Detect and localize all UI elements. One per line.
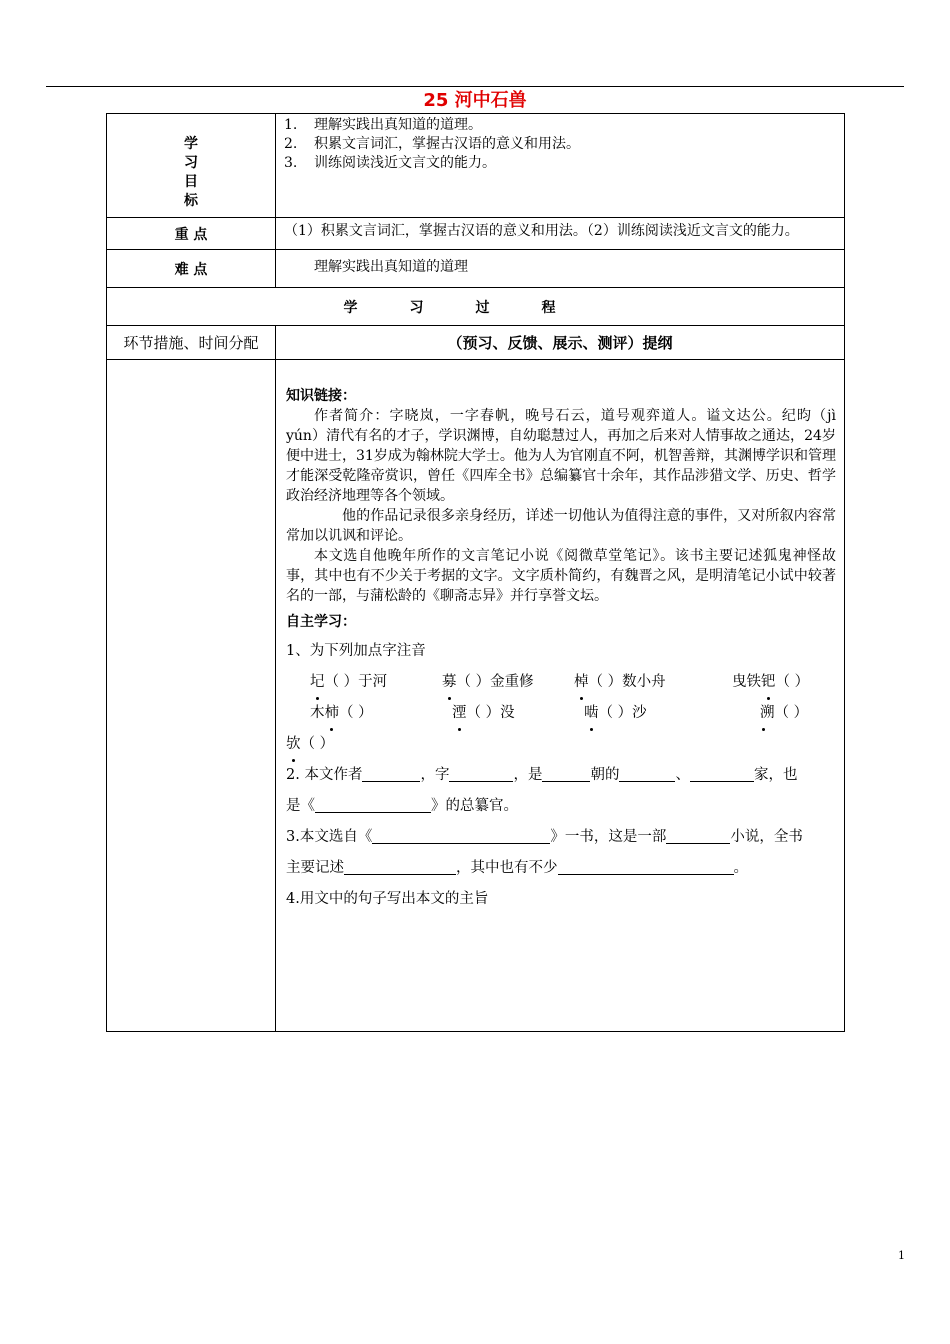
key-points-label: 重 点: [107, 218, 276, 250]
knowledge-heading: 知识链接：: [286, 388, 356, 404]
objective-item: 2. 积累文言词汇，掌握古汉语的意义和用法。: [284, 136, 580, 152]
steps-cell: [107, 360, 276, 1032]
answer-blank[interactable]: [362, 764, 420, 782]
outline-cell: [276, 360, 845, 1032]
objective-item: 1. 理解实践出真知道的道理。: [284, 117, 482, 133]
answer-blank[interactable]: [619, 764, 675, 782]
page-title: 25 河中石兽: [423, 90, 527, 111]
difficulties-label: 难 点: [107, 250, 276, 288]
objective-item: 3. 训练阅读浅近文言文的能力。: [284, 155, 496, 171]
answer-blank[interactable]: [558, 857, 734, 875]
answer-blank[interactable]: [449, 764, 513, 782]
column-header-outline: （预习、反馈、展示、测评）提纲: [276, 326, 845, 360]
pinyin-item: 啮（ ）沙: [584, 698, 647, 729]
question-2: 2. 本文作者 ，字 ，是 朝的 、 家，也 是《 》的总纂官。: [286, 760, 836, 822]
pinyin-item: 募（ ）金重修: [442, 667, 534, 698]
lesson-table: [106, 113, 845, 1032]
author-intro: 作者简介：字晓岚，一字春帆，晚号石云，道号观弈道人。谥文达公。纪昀（jì yún）清代有名的才子，学识渊博，自幼聪慧过人，再加之后来对人情事故之通达，24岁便中进士，31岁成为翰林院大学士。他为人为官刚直不阿，机智善辩，其渊博学识和管理才能深受乾隆帝赏识，曾任《四库全书》总编纂官十余年，其作品涉猎文学、历史、哲学政治经济地理等各个领域。: [286, 408, 836, 504]
pinyin-item: 曳铁钯（ ）: [732, 667, 809, 698]
pinyin-item: 溯（ ）: [760, 698, 808, 729]
pinyin-item: 欤（ ）: [286, 729, 334, 760]
key-points-text: （1）积累文言词汇，掌握古汉语的意义和用法。（2）训练阅读浅近文言文的能力。: [276, 218, 845, 250]
page-number: 1: [898, 1249, 905, 1262]
question-1: 1、为下列加点字注音: [286, 643, 426, 659]
pinyin-item: 木柿（ ）: [310, 698, 373, 729]
difficulties-text: 理解实践出真知道的道理: [276, 250, 845, 288]
pinyin-row-2: [286, 698, 836, 729]
author-works: 他的作品记录很多亲身经历，详述一切他认为值得注意的事件，又对所叙内容常常加以讥讽和评论。: [286, 508, 836, 544]
objectives-label: 学 习 目 标: [107, 114, 276, 218]
answer-blank[interactable]: [542, 764, 590, 782]
question-4: 4.用文中的句子写出本文的主旨: [286, 891, 489, 907]
answer-blank[interactable]: [315, 795, 431, 813]
pinyin-row-3: [286, 729, 836, 760]
header-rule: [46, 86, 904, 87]
source-intro: 本文选自他晚年所作的文言笔记小说《阅微草堂笔记》。该书主要记述狐鬼神怪故事，其中也有不少关于考据的文字。文字质朴简约，有魏晋之风，是明清笔记小试中较著名的一部，与蒲松龄的《聊斋志异》并行享誉文坛。: [286, 548, 836, 604]
question-3: 3.本文选自《 》一书，这是一部 小说，全书 主要记述 ，其中也有不少 。: [286, 822, 836, 884]
answer-blank[interactable]: [666, 826, 730, 844]
pinyin-row-1: [286, 667, 836, 698]
answer-blank[interactable]: [372, 826, 550, 844]
pinyin-item: 棹（ ）数小舟: [574, 667, 666, 698]
pinyin-item: 圮（ ）于河: [310, 667, 387, 698]
process-header: 学习过程: [107, 288, 845, 326]
column-header-steps: 环节措施、时间分配: [107, 326, 276, 360]
pinyin-item: 湮（ ）没: [452, 698, 515, 729]
answer-blank[interactable]: [344, 857, 456, 875]
objectives-list: [276, 114, 845, 218]
self-study-heading: 自主学习：: [286, 614, 356, 630]
answer-blank[interactable]: [690, 764, 754, 782]
